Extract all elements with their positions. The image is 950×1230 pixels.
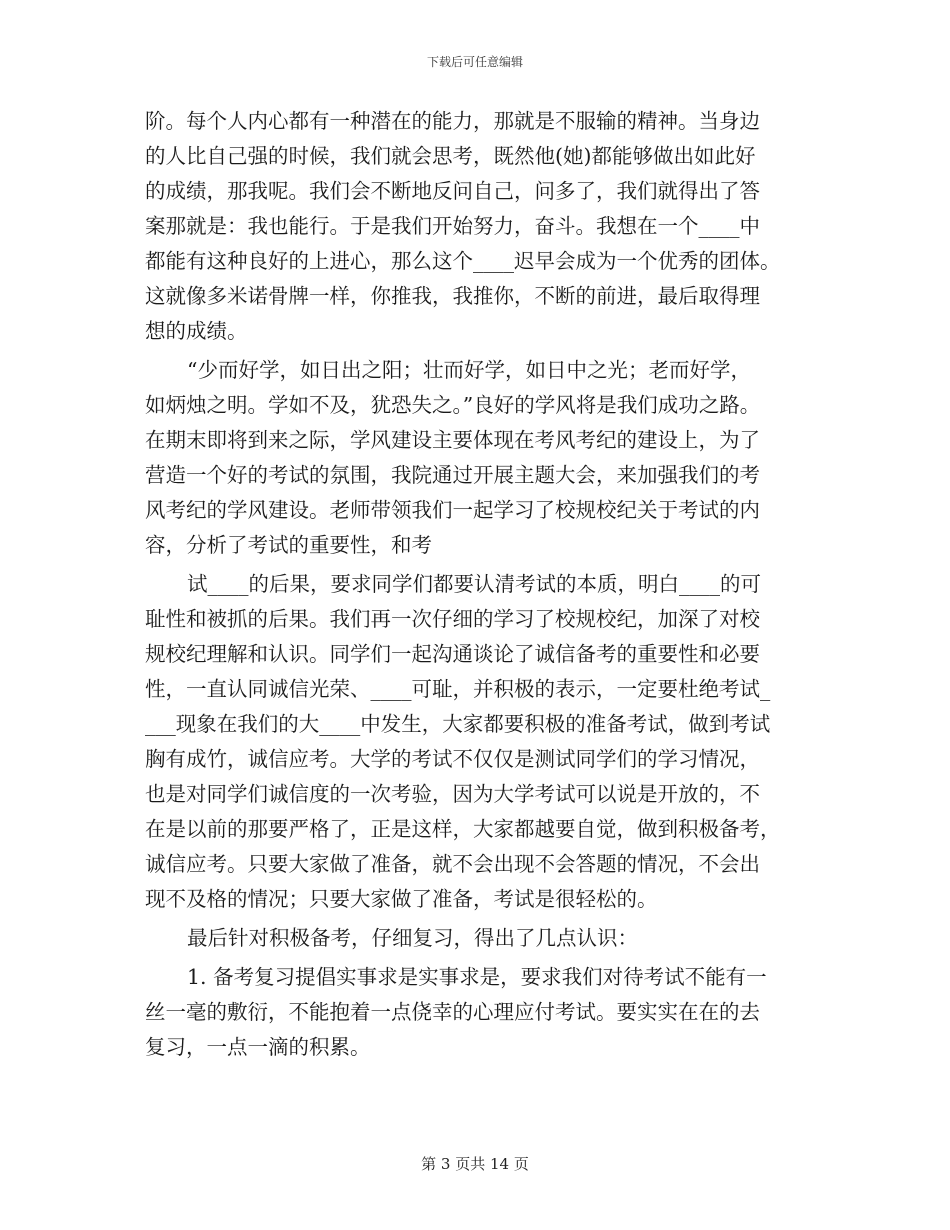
text-line: 胸有成竹，诚信应考。大学的考试不仅仅是测试同学们的学习情况， (145, 747, 760, 771)
text-line: 营造一个好的考试的氛围，我院通过开展主题大会，来加强我们的考 (145, 463, 760, 487)
text-line: 性，一直认同诚信光荣、____可耻，并积极的表示，一定要杜绝考试_ (145, 677, 771, 701)
paragraph (145, 960, 810, 1065)
text-line: 想的成绩。 (145, 319, 248, 343)
text-line: 最后针对积极备考，仔细复习，得出了几点认识： (187, 926, 638, 950)
text-line: 耻性和被抓的后果。我们再一次仔细的学习了校规校纪，加深了对校 (145, 607, 760, 631)
text-line: 也是对同学们诚信度的一次考验，因为大学考试可以说是开放的，不 (145, 782, 760, 806)
text-line: 如炳烛之明。学如不及，犹恐失之。”良好的学风将是我们成功之路。 (145, 393, 761, 417)
text-line: “少而好学，如日出之阳；壮而好学，如日中之光；老而好学， (187, 358, 751, 382)
paragraph (145, 104, 810, 349)
text-line: 容，分析了考试的重要性，和考 (145, 533, 432, 557)
paragraph (145, 921, 810, 956)
text-line: 复习，一点一滴的积累。 (145, 1035, 371, 1059)
text-line: 规校纪理解和认识。同学们一起沟通谈论了诚信备考的重要性和必要 (145, 642, 760, 666)
text-line: 在期末即将到来之际，学风建设主要体现在考风考纪的建设上，为了 (145, 428, 760, 452)
text-line: 的人比自己强的时候，我们就会思考，既然他(她)都能够做出如此好 (145, 144, 756, 168)
text-line: ___现象在我们的大____中发生，大家都要积极的准备考试，做到考试 (145, 712, 771, 736)
text-line: 风考纪的学风建设。老师带领我们一起学习了校规校纪关于考试的内 (145, 498, 760, 522)
text-line: 丝一毫的敷衍，不能抱着一点侥幸的心理应付考试。要实实在在的去 (145, 1000, 760, 1024)
text-line: 试____的后果，要求同学们都要认清考试的本质，明白____的可 (187, 572, 761, 596)
paragraph (145, 353, 810, 563)
page-number: 第 3 页共 14 页 (421, 1155, 529, 1173)
paragraph (145, 567, 810, 917)
text-line: 阶。每个人内心都有一种潜在的能力，那就是不服输的精神。当身边 (145, 109, 760, 133)
page-header: 下载后可任意编辑 (426, 55, 523, 69)
document-body (145, 104, 810, 1065)
text-line: 案那就是：我也能行。于是我们开始努力，奋斗。我想在一个____中 (145, 214, 760, 238)
text-line: 这就像多米诺骨牌一样，你推我，我推你，不断的前进，最后取得理 (145, 284, 760, 308)
text-line: 都能有这种良好的上进心，那么这个____迟早会成为一个优秀的团体。 (145, 249, 781, 273)
text-line: 的成绩，那我呢。我们会不断地反问自己，问多了，我们就得出了答 (145, 179, 760, 203)
text-line: 在是以前的那要严格了，正是这样，大家都越要自觉，做到积极备考， (145, 817, 781, 841)
text-line: 现不及格的情况；只要大家做了准备，考试是很轻松的。 (145, 887, 658, 911)
text-line: 诚信应考。只要大家做了准备，就不会出现不会答题的情况，不会出 (145, 852, 760, 876)
text-line: 1. 备考复习提倡实事求是实事求是，要求我们对待考试不能有一 (187, 965, 767, 989)
